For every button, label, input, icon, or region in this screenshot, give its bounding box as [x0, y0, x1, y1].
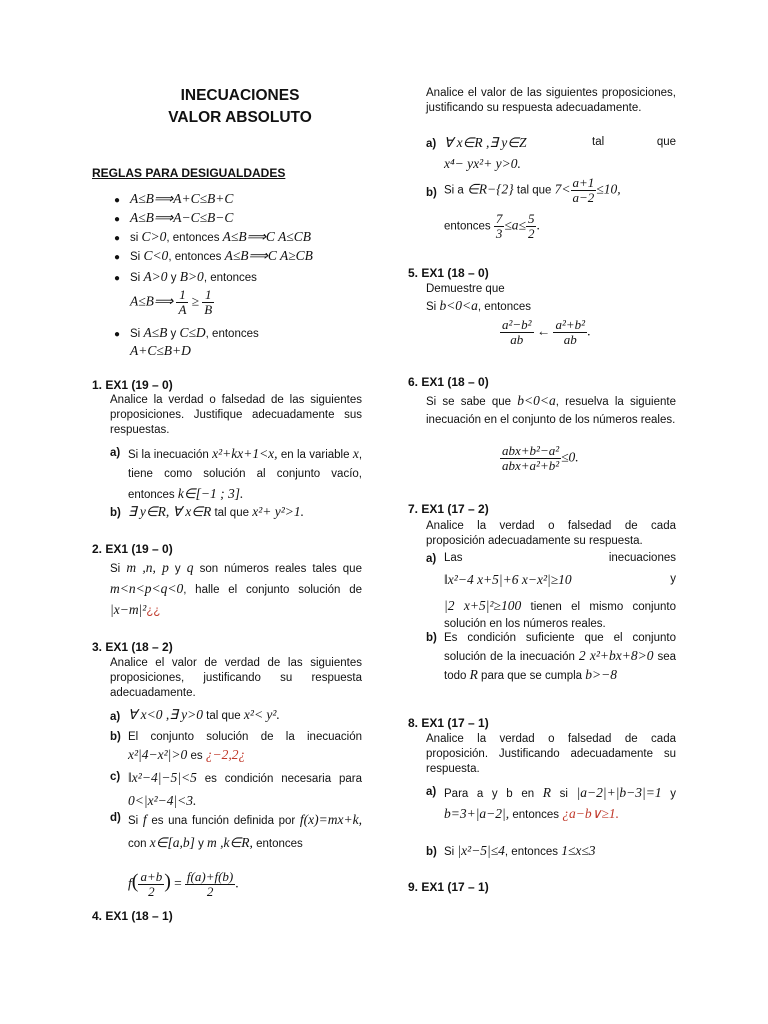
- domain: x∈[a,b]: [149, 835, 195, 850]
- function-def: f(x)=mx+k,: [299, 812, 362, 827]
- exercise-3-a-text: [128, 707, 368, 724]
- exercise-8-a-label: a): [426, 786, 437, 798]
- garbled-interval: ¿−2,2¿: [205, 747, 246, 762]
- title-line2: VALOR ABSOLUTO: [168, 109, 312, 126]
- text: y: [670, 573, 676, 585]
- exercise-7-heading: 7. EX1 (17 – 2): [408, 502, 489, 516]
- text: Si: [444, 846, 455, 858]
- bullet-icon: ●: [114, 195, 121, 206]
- rule-4: [130, 248, 380, 265]
- text: Si: [426, 301, 437, 313]
- text: es: [190, 750, 203, 762]
- parameters: m ,k∈R,: [207, 835, 253, 850]
- exercise-7-a-line3: [444, 597, 676, 633]
- inequality: ‖x²−4|−5|<5: [128, 770, 197, 785]
- exercise-1-b-text: [128, 504, 368, 521]
- exercise-3-heading: 3. EX1 (18 – 2): [92, 640, 173, 654]
- continued-intro: Analice el valor de las siguientes proposiciones, justificando su respuesta adecuadamente.: [426, 87, 676, 114]
- exercise-4-heading: 4. EX1 (18 – 1): [92, 909, 173, 923]
- text: Si: [128, 815, 139, 827]
- numerator: a²+b²: [555, 317, 586, 332]
- exercise-3-d-label: d): [110, 812, 121, 824]
- fraction: [500, 318, 534, 347]
- period: .: [536, 217, 540, 233]
- rule-4-text: Si: [130, 251, 141, 263]
- text: , entonces: [504, 846, 558, 858]
- text: , tiene como solución al conjunto vacío, entonces: [128, 449, 363, 501]
- text: El conjunto solución de la inecuación: [128, 731, 362, 743]
- exercise-7-a-label: a): [426, 553, 437, 565]
- garbled-inequality: ¿a−b∨≥1.: [562, 806, 620, 821]
- text: y: [198, 838, 204, 850]
- rule-5-cond1: A>0: [143, 269, 168, 284]
- inequality: m<n<p<q<0: [110, 581, 184, 596]
- denominator: A: [178, 302, 187, 317]
- rule-5-text: Si: [130, 272, 141, 284]
- fraction: [138, 870, 164, 899]
- continued-a-text: [444, 135, 676, 152]
- text: entonces: [512, 809, 560, 821]
- rule-5-text2: , entonces: [203, 272, 257, 284]
- rule-4-text2: , entonces: [168, 251, 222, 263]
- exercise-5-line2: [426, 298, 531, 315]
- denominator: B: [204, 302, 213, 317]
- numerator: f(a)+f(b): [186, 869, 234, 884]
- rule-6-and: y: [170, 328, 177, 340]
- denominator: 2: [206, 884, 214, 899]
- text: sea todo: [444, 651, 676, 682]
- exercise-5-heading: 5. EX1 (18 – 0): [408, 266, 489, 280]
- function-name: f: [142, 812, 147, 827]
- variables: m ,n, p: [126, 560, 169, 575]
- rule-5: [130, 269, 380, 286]
- rule-3-cond: C>0: [141, 229, 167, 244]
- exercise-9-heading: 9. EX1 (17 – 1): [408, 880, 489, 894]
- text: entonces: [444, 220, 491, 233]
- exercise-6-text: [426, 392, 676, 429]
- text: Si se sabe que: [426, 396, 512, 408]
- inequality: x²+kx+1<x,: [212, 446, 278, 461]
- bullet-icon: ●: [114, 214, 121, 225]
- exercise-8-intro: Analice la verdad o falsedad de cada proposición. Justificando adecuadamente su respuesta.: [426, 733, 676, 775]
- text: si: [559, 788, 568, 800]
- text: inecuaciones: [608, 552, 676, 564]
- rule-6-text2: , entonces: [205, 328, 259, 340]
- inequality: ≤a≤: [504, 217, 526, 233]
- text: y: [670, 788, 676, 800]
- interval: k∈[−1 ; 3].: [177, 486, 244, 501]
- denominator: ab: [510, 332, 524, 347]
- inequality-left: 7<: [554, 181, 571, 197]
- exercise-1-intro: Analice la verdad o falsedad de las siguientes proposiciones. Justifique adecuadamente sus respuestas.: [110, 394, 362, 436]
- inequality: |2 x+5|²≥100: [444, 598, 522, 613]
- continued-b-conclusion: [444, 212, 684, 241]
- continued-a-inequality: x⁴− yx²+ y>0.: [444, 156, 521, 171]
- equation: b=3+|a−2|,: [444, 806, 510, 821]
- numerator: 7: [495, 211, 503, 226]
- equation: |a−2|+|b−3|=1: [576, 785, 662, 800]
- inequality: x²+ y²>1.: [252, 504, 305, 519]
- set: ∈R−{2}: [467, 181, 514, 197]
- text: tienen el mismo conjunto solución en los números reales.: [444, 601, 676, 630]
- exercise-1-heading: 1. EX1 (19 – 0): [92, 378, 173, 392]
- fraction: [553, 318, 587, 347]
- exercise-8-b-label: b): [426, 846, 437, 858]
- rule-5-formula: [130, 288, 214, 317]
- inequality: |x²−5|≤4: [457, 843, 505, 858]
- text: Si a: [444, 184, 464, 197]
- numerator: 1: [176, 288, 188, 303]
- fraction: [500, 444, 561, 473]
- exercise-5-line1: Demuestre que: [426, 283, 505, 295]
- text: con: [128, 838, 147, 850]
- rule-6-cond1: A≤B: [143, 325, 168, 340]
- rule-3-text: si: [130, 232, 139, 244]
- text: es una función definida por: [151, 815, 296, 827]
- text: Es condición suficiente que el conjunto solución de la inecuación: [444, 632, 676, 663]
- variable: q: [186, 560, 194, 575]
- period: .: [235, 875, 239, 891]
- bullet-icon: ●: [114, 252, 121, 263]
- bullet-icon: ●: [114, 233, 121, 244]
- exercise-3-intro: Analice el valor de verdad de las siguientes proposiciones, justificando su respuesta adecuadamente.: [110, 657, 362, 699]
- exercise-3-b-text: [128, 728, 362, 765]
- rule-1: A≤B⟹A+C≤B+C: [130, 191, 234, 206]
- rule-5-and: y: [170, 272, 177, 284]
- text: tal: [592, 136, 605, 148]
- text: Las: [444, 552, 463, 564]
- text: entonces: [256, 838, 303, 850]
- exercise-2-heading: 2. EX1 (19 – 0): [92, 542, 173, 556]
- exercise-3-b-label: b): [110, 731, 121, 743]
- text: y: [174, 563, 181, 575]
- exercise-7-b-text: [444, 630, 676, 685]
- text: Si: [110, 563, 121, 575]
- exercise-8-b-text: [444, 843, 676, 860]
- inequality: x²|4−x²|>0: [128, 747, 188, 762]
- inequality: 1≤x≤3: [561, 843, 596, 858]
- rule-5-implication: A≤B⟹: [130, 293, 174, 309]
- inequality: b>−8: [585, 667, 617, 682]
- period: .: [587, 323, 591, 339]
- rule-4-cond: C<0: [143, 248, 169, 263]
- denominator: a−2: [572, 190, 595, 205]
- numerator: a+1: [572, 175, 595, 190]
- fraction: [494, 212, 505, 241]
- text: son números reales tales que: [199, 563, 362, 575]
- numerator: 1: [202, 288, 214, 303]
- exercise-7-b-label: b): [426, 632, 437, 644]
- fraction: [526, 211, 540, 241]
- rule-3-result: A≤B⟹C A≤CB: [222, 229, 311, 244]
- numerator: a²−b²: [502, 317, 532, 332]
- exercise-3-d-text: [128, 809, 362, 855]
- rules-heading: REGLAS PARA DESIGUALDADES: [92, 166, 286, 180]
- exercise-3-c-label: c): [110, 771, 121, 783]
- numerator: a+b: [140, 869, 163, 884]
- exercise-6-formula: [500, 444, 579, 473]
- text: , entonces: [477, 301, 531, 313]
- rule-3-text2: , entonces: [166, 232, 220, 244]
- set: R: [542, 785, 551, 800]
- text: Para a y b en: [444, 788, 535, 800]
- text: tal que: [516, 184, 552, 197]
- rule-6: [130, 325, 380, 342]
- numerator: 5: [527, 211, 535, 226]
- bullet-icon: ●: [114, 273, 121, 284]
- ge-sign: ≥: [191, 293, 200, 309]
- text: tal que: [206, 710, 241, 722]
- fraction: [185, 870, 235, 899]
- exercise-5-formula: [500, 318, 590, 347]
- text: para que se cumpla: [481, 670, 583, 682]
- inequality: x²< y².: [243, 707, 280, 722]
- exercise-7-a-line2: [444, 572, 676, 589]
- denominator: 3: [495, 226, 503, 241]
- inequality: b<0<a: [439, 298, 478, 313]
- rule-4-result: A≤B⟹C A≥CB: [224, 248, 313, 263]
- exercise-7-a-line1: [444, 551, 676, 566]
- function-name: f: [128, 875, 132, 891]
- fraction: [571, 176, 597, 205]
- inequality-sign: ≤0.: [561, 449, 579, 465]
- inequality-right: ≤10,: [596, 181, 621, 197]
- continued-b-label: b): [426, 187, 437, 199]
- quantifiers: ∀ x∈R ,∃ y∈Z: [444, 135, 527, 150]
- exercise-8-heading: 8. EX1 (17 – 1): [408, 716, 489, 730]
- exercise-8-a-text: [444, 783, 676, 825]
- text: tal que: [214, 507, 249, 519]
- arrow-icon: ←: [536, 323, 551, 339]
- exercise-3-d-formula: f( $\frac{a+b}{2}$ ) = $\frac{f(a)+f(b)}{2}$ .: [128, 869, 239, 899]
- quantifiers: ∀ x<0 ,∃ y>0: [128, 707, 203, 722]
- quantifiers: ∃ y∈R, ∀ x∈R: [128, 504, 212, 519]
- text: es condición necesaria para: [204, 773, 362, 785]
- set: R: [469, 667, 478, 682]
- inequality: b<0<a: [517, 393, 556, 408]
- rule-6-result: A+C≤B+D: [130, 343, 191, 358]
- bullet-icon: ●: [114, 329, 121, 340]
- text: Si la inecuación: [128, 449, 209, 461]
- exercise-3-c-text: [128, 767, 362, 813]
- rule-3: [130, 229, 380, 246]
- exercise-1-a-label: a): [110, 447, 121, 459]
- inequality: 2 x²+bx+8>0: [578, 648, 654, 663]
- text: en la variable: [280, 449, 350, 461]
- exercise-7-intro: Analice la verdad o falsedad de cada proposición adecuadamente su respuesta.: [426, 520, 676, 547]
- rule-5-cond2: B>0: [179, 269, 204, 284]
- fraction: [202, 288, 214, 317]
- rule-6-cond2: C≤D: [179, 325, 206, 340]
- continued-a-label: a): [426, 138, 437, 150]
- denominator: 2: [527, 226, 535, 241]
- equals: =: [174, 875, 182, 891]
- inequality: ‖x²−4 x+5|+6 x−x²|≥10: [444, 572, 572, 587]
- continued-b-text: [444, 176, 684, 205]
- denominator: ab: [563, 332, 577, 347]
- exercise-3-a-label: a): [110, 711, 121, 723]
- exercise-1-b-label: b): [110, 507, 121, 519]
- exercise-1-a-text: [128, 444, 362, 505]
- garbled-symbol: ¿¿: [146, 605, 161, 617]
- exercise-6-heading: 6. EX1 (18 – 0): [408, 375, 489, 389]
- denominator: abx+a²+b²: [502, 458, 560, 473]
- rule-6-text: Si: [130, 328, 141, 340]
- fraction: [176, 288, 188, 317]
- text: , halle el conjunto solución de: [183, 584, 362, 596]
- denominator: 2: [148, 884, 155, 899]
- numerator: abx+b²−a²: [502, 443, 560, 458]
- text: que: [656, 136, 676, 148]
- title-line1: INECUACIONES: [180, 87, 300, 104]
- expression: |x−m|²: [110, 602, 147, 617]
- inequality: 0<|x²−4|<3.: [128, 793, 197, 808]
- variable: x: [352, 446, 359, 461]
- exercise-2-text: [110, 558, 362, 621]
- rule-2: A≤B⟹A−C≤B−C: [130, 210, 234, 225]
- text: , resuelva la siguiente inecuación en el conjunto de los números reales.: [426, 396, 676, 426]
